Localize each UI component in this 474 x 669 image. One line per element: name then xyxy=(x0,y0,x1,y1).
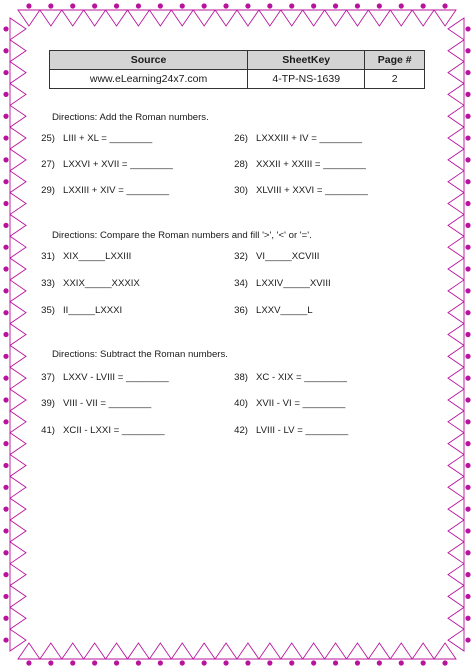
border-dot xyxy=(465,463,470,468)
border-triangle xyxy=(10,498,26,520)
border-triangle xyxy=(128,643,150,659)
border-triangle xyxy=(10,542,26,564)
border-triangle xyxy=(171,643,193,659)
border-dot xyxy=(355,660,360,665)
question-number: 25) xyxy=(41,133,55,144)
question-number: 40) xyxy=(234,398,248,409)
border-triangle xyxy=(10,18,26,40)
border-triangle xyxy=(149,643,171,659)
border-dot xyxy=(399,3,404,8)
border-dot xyxy=(26,3,31,8)
border-dot xyxy=(465,550,470,555)
border-dot xyxy=(245,660,250,665)
border-dot xyxy=(3,266,8,271)
border-triangle xyxy=(448,498,464,520)
border-triangle xyxy=(448,83,464,105)
page-value: 2 xyxy=(365,70,425,89)
border-dot xyxy=(70,3,75,8)
border-triangle xyxy=(10,345,26,367)
border-triangle xyxy=(10,629,26,651)
border-dot xyxy=(3,637,8,642)
border-triangle xyxy=(448,607,464,629)
add-section xyxy=(52,111,432,125)
border-triangle xyxy=(10,389,26,411)
border-triangle xyxy=(259,10,281,26)
question-26 xyxy=(229,132,362,145)
border-triangle xyxy=(10,367,26,389)
border-dot xyxy=(421,660,426,665)
border-dot xyxy=(92,3,97,8)
border-dot xyxy=(3,485,8,490)
question-text: LXXV - LVIII = ________ xyxy=(63,372,169,383)
border-triangle xyxy=(412,643,434,659)
border-dot xyxy=(465,637,470,642)
border-dot xyxy=(3,288,8,293)
question-number: 42) xyxy=(234,425,248,436)
question-text: XXIX_____XXXIX xyxy=(63,278,140,289)
border-triangle xyxy=(215,643,237,659)
border-triangle xyxy=(448,345,464,367)
border-triangle xyxy=(259,643,281,659)
border-triangle xyxy=(171,10,193,26)
question-text: VI_____XCVIII xyxy=(256,251,320,262)
question-text: LXXV_____L xyxy=(256,305,313,316)
border-triangle xyxy=(193,10,215,26)
border-triangle xyxy=(106,10,128,26)
border-triangle xyxy=(10,171,26,193)
border-triangle xyxy=(106,643,128,659)
border-dot xyxy=(465,266,470,271)
border-triangle xyxy=(215,10,237,26)
border-triangle xyxy=(448,520,464,542)
border-triangle xyxy=(448,629,464,651)
question-number: 30) xyxy=(234,185,248,196)
border-triangle xyxy=(10,258,26,280)
question-number: 28) xyxy=(234,159,248,170)
border-dot xyxy=(333,660,338,665)
border-triangle xyxy=(448,389,464,411)
border-triangle xyxy=(448,324,464,346)
border-triangle xyxy=(325,643,347,659)
border-triangle xyxy=(62,643,84,659)
border-dot xyxy=(465,310,470,315)
border-triangle xyxy=(10,193,26,215)
question-text: LXXVI + XVII = ________ xyxy=(63,159,173,170)
border-dot xyxy=(377,3,382,8)
border-dot xyxy=(355,3,360,8)
border-triangle xyxy=(448,302,464,324)
question-30 xyxy=(229,184,368,197)
border-triangle xyxy=(448,411,464,433)
border-triangle xyxy=(10,586,26,608)
border-dot xyxy=(399,660,404,665)
border-dot xyxy=(267,3,272,8)
border-triangle xyxy=(10,214,26,236)
question-text: LIII + XL = ________ xyxy=(63,133,153,144)
border-dot xyxy=(158,660,163,665)
border-triangle xyxy=(193,643,215,659)
question-number: 32) xyxy=(234,251,248,262)
question-text: XC - XIX = ________ xyxy=(256,372,347,383)
border-dot xyxy=(3,376,8,381)
border-dot xyxy=(180,660,185,665)
border-triangle xyxy=(281,10,303,26)
border-dot xyxy=(26,660,31,665)
border-dot xyxy=(3,441,8,446)
border-dot xyxy=(3,572,8,577)
border-triangle xyxy=(10,324,26,346)
border-dot xyxy=(311,3,316,8)
border-triangle xyxy=(10,62,26,84)
border-dot xyxy=(136,660,141,665)
border-dot xyxy=(465,201,470,206)
border-dot xyxy=(3,528,8,533)
question-text: XCII - LXXI = ________ xyxy=(63,425,165,436)
border-dot xyxy=(465,354,470,359)
border-dot xyxy=(3,179,8,184)
border-triangle xyxy=(18,643,40,659)
border-dot xyxy=(465,223,470,228)
border-triangle xyxy=(448,586,464,608)
add-directions: Directions: Add the Roman numbers. xyxy=(52,112,209,123)
border-triangle xyxy=(10,149,26,171)
border-dot xyxy=(3,223,8,228)
border-dot xyxy=(48,660,53,665)
border-dot xyxy=(465,135,470,140)
border-triangle xyxy=(390,10,412,26)
border-triangle xyxy=(448,18,464,40)
border-dot xyxy=(267,660,272,665)
info-table-header-row xyxy=(50,51,425,70)
question-37 xyxy=(36,371,169,384)
border-dot xyxy=(223,660,228,665)
border-dot xyxy=(3,26,8,31)
question-number: 38) xyxy=(234,372,248,383)
border-dot xyxy=(465,26,470,31)
compare-directions: Directions: Compare the Roman numbers and fill '>', '<' or '='. xyxy=(52,230,312,241)
info-table xyxy=(49,50,425,89)
border-triangle xyxy=(347,10,369,26)
border-dot xyxy=(114,3,119,8)
border-dot xyxy=(289,660,294,665)
border-triangle xyxy=(347,643,369,659)
border-dot xyxy=(3,201,8,206)
border-triangle xyxy=(10,564,26,586)
border-dot xyxy=(3,616,8,621)
border-dot xyxy=(465,376,470,381)
border-triangle xyxy=(237,10,259,26)
border-triangle xyxy=(62,10,84,26)
border-dot xyxy=(202,3,207,8)
sheetkey-value: 4-TP-NS-1639 xyxy=(248,70,365,89)
border-dot xyxy=(3,310,8,315)
border-triangle xyxy=(281,643,303,659)
sheetkey-header: SheetKey xyxy=(248,51,365,70)
border-dot xyxy=(442,660,447,665)
border-triangle xyxy=(448,214,464,236)
border-triangle xyxy=(448,236,464,258)
border-dot xyxy=(3,92,8,97)
question-28 xyxy=(229,158,366,171)
border-dot xyxy=(3,245,8,250)
border-dot xyxy=(465,397,470,402)
border-triangle xyxy=(10,411,26,433)
border-triangle xyxy=(237,643,259,659)
border-triangle xyxy=(448,171,464,193)
border-triangle xyxy=(10,607,26,629)
question-text: LVIII - LV = ________ xyxy=(256,425,349,436)
border-dot xyxy=(465,48,470,53)
border-dot xyxy=(465,70,470,75)
question-text: LXXXIII + IV = ________ xyxy=(256,133,363,144)
border-dot xyxy=(3,463,8,468)
border-dot xyxy=(465,594,470,599)
border-dot xyxy=(3,507,8,512)
border-triangle xyxy=(10,520,26,542)
question-number: 26) xyxy=(234,133,248,144)
border-triangle xyxy=(434,10,456,26)
border-dot xyxy=(3,419,8,424)
border-triangle xyxy=(448,258,464,280)
border-dot xyxy=(465,92,470,97)
question-number: 31) xyxy=(41,251,55,262)
border-dot xyxy=(465,528,470,533)
border-dot xyxy=(136,3,141,8)
border-dot xyxy=(465,288,470,293)
question-text: LXXIII + XIV = ________ xyxy=(63,185,170,196)
border-dot xyxy=(223,3,228,8)
subtract-section xyxy=(52,348,432,362)
border-triangle xyxy=(84,643,106,659)
border-triangle xyxy=(10,83,26,105)
compare-section xyxy=(52,229,432,243)
border-dot xyxy=(311,660,316,665)
border-dot xyxy=(3,70,8,75)
border-dot xyxy=(180,3,185,8)
source-value: www.eLearning24x7.com xyxy=(50,70,248,89)
source-header: Source xyxy=(50,51,248,70)
question-40 xyxy=(229,397,345,410)
info-table-value-row xyxy=(50,70,425,89)
question-41 xyxy=(36,424,165,437)
question-text: XVII - VI = ________ xyxy=(256,398,346,409)
subtract-directions: Directions: Subtract the Roman numbers. xyxy=(52,349,228,360)
question-text: XXXII + XXIII = ________ xyxy=(256,159,366,170)
question-number: 39) xyxy=(41,398,55,409)
border-triangle xyxy=(448,564,464,586)
border-triangle xyxy=(448,149,464,171)
border-dot xyxy=(3,135,8,140)
border-triangle xyxy=(303,10,325,26)
border-dot xyxy=(158,3,163,8)
border-dot xyxy=(465,507,470,512)
question-number: 33) xyxy=(41,278,55,289)
question-text: II_____LXXXI xyxy=(63,305,123,316)
border-triangle xyxy=(303,643,325,659)
border-dot xyxy=(421,3,426,8)
border-dot xyxy=(465,245,470,250)
border-triangle xyxy=(368,643,390,659)
question-text: LXXIV_____XVIII xyxy=(256,278,331,289)
border-dot xyxy=(92,660,97,665)
border-dot xyxy=(333,3,338,8)
border-dot xyxy=(114,660,119,665)
border-triangle xyxy=(10,476,26,498)
border-triangle xyxy=(448,433,464,455)
border-dot xyxy=(3,114,8,119)
border-dot xyxy=(465,441,470,446)
border-dot xyxy=(465,332,470,337)
question-number: 27) xyxy=(41,159,55,170)
border-dot xyxy=(70,660,75,665)
border-triangle xyxy=(448,367,464,389)
border-triangle xyxy=(18,10,40,26)
border-dot xyxy=(3,332,8,337)
question-number: 34) xyxy=(234,278,248,289)
question-36 xyxy=(229,304,313,317)
question-number: 41) xyxy=(41,425,55,436)
border-dot xyxy=(245,3,250,8)
border-triangle xyxy=(448,127,464,149)
border-dot xyxy=(465,179,470,184)
border-triangle xyxy=(128,10,150,26)
border-triangle xyxy=(40,10,62,26)
border-triangle xyxy=(84,10,106,26)
question-text: XIX_____LXXIII xyxy=(63,251,132,262)
border-triangle xyxy=(10,433,26,455)
question-34 xyxy=(229,277,331,290)
border-dot xyxy=(3,354,8,359)
border-triangle xyxy=(10,40,26,62)
border-dot xyxy=(442,3,447,8)
question-33 xyxy=(36,277,140,290)
border-triangle xyxy=(448,476,464,498)
border-triangle xyxy=(448,542,464,564)
border-dot xyxy=(202,660,207,665)
border-triangle xyxy=(10,455,26,477)
border-dot xyxy=(3,550,8,555)
border-triangle xyxy=(448,193,464,215)
border-triangle xyxy=(10,105,26,127)
border-triangle xyxy=(325,10,347,26)
question-32 xyxy=(229,250,319,263)
border-dot xyxy=(3,48,8,53)
border-triangle xyxy=(448,105,464,127)
border-triangle xyxy=(40,643,62,659)
question-38 xyxy=(229,371,347,384)
border-dot xyxy=(48,3,53,8)
border-triangle xyxy=(448,62,464,84)
border-dot xyxy=(465,114,470,119)
question-29 xyxy=(36,184,169,197)
question-number: 29) xyxy=(41,185,55,196)
question-number: 36) xyxy=(234,305,248,316)
border-dot xyxy=(3,157,8,162)
border-triangle xyxy=(448,455,464,477)
border-triangle xyxy=(368,10,390,26)
border-triangle xyxy=(448,40,464,62)
question-25 xyxy=(36,132,152,145)
question-42 xyxy=(229,424,348,437)
border-dot xyxy=(465,616,470,621)
question-27 xyxy=(36,158,173,171)
border-dot xyxy=(465,157,470,162)
border-dot xyxy=(465,485,470,490)
question-31 xyxy=(36,250,131,263)
border-dot xyxy=(289,3,294,8)
question-35 xyxy=(36,304,122,317)
border-dot xyxy=(465,572,470,577)
border-triangle xyxy=(149,10,171,26)
question-number: 35) xyxy=(41,305,55,316)
border-dot xyxy=(465,419,470,424)
border-dot xyxy=(3,397,8,402)
question-number: 37) xyxy=(41,372,55,383)
border-dot xyxy=(377,660,382,665)
border-triangle xyxy=(412,10,434,26)
border-triangle xyxy=(390,643,412,659)
border-triangle xyxy=(434,643,456,659)
border-triangle xyxy=(10,280,26,302)
question-text: VIII - VII = ________ xyxy=(63,398,152,409)
question-39 xyxy=(36,397,151,410)
border-dot xyxy=(3,594,8,599)
page-header: Page # xyxy=(365,51,425,70)
border-triangle xyxy=(10,127,26,149)
question-text: XLVIII + XXVI = ________ xyxy=(256,185,368,196)
border-triangle xyxy=(448,280,464,302)
border-triangle xyxy=(10,236,26,258)
border-triangle xyxy=(10,302,26,324)
